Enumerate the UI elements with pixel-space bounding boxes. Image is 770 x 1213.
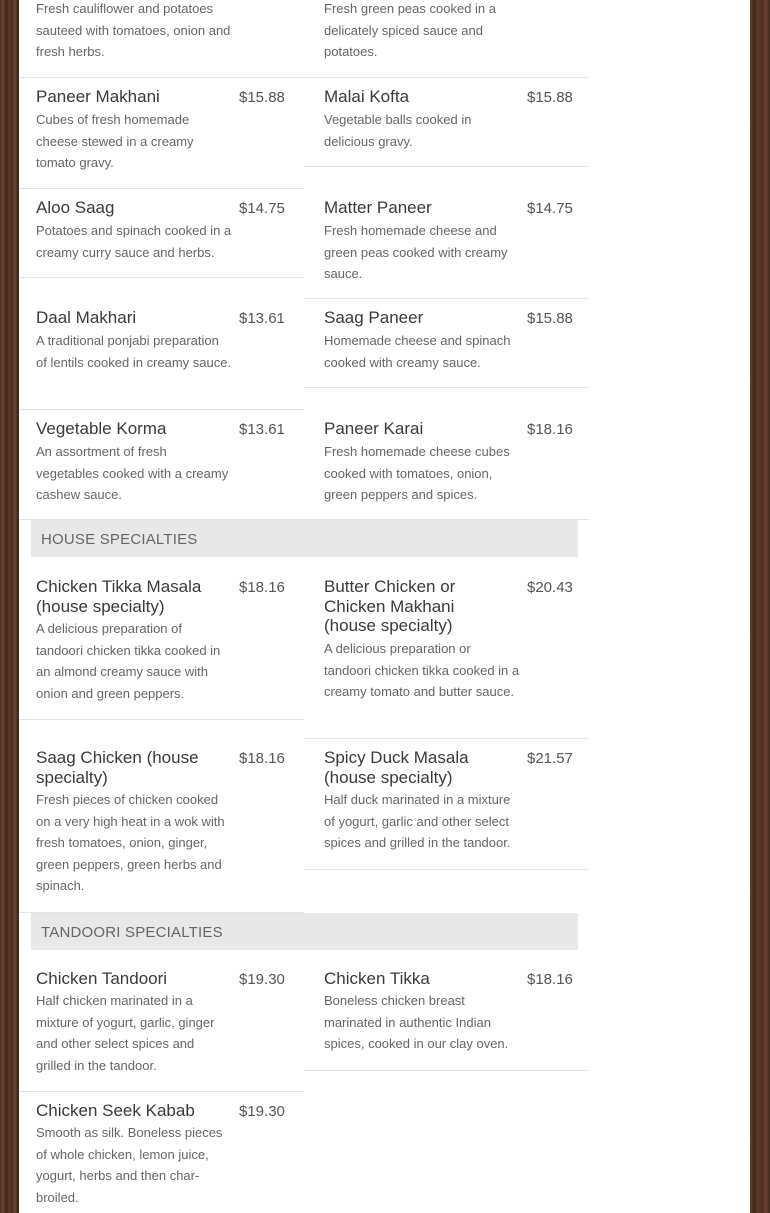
- item-name: Spicy Duck Masala (house specialty): [324, 748, 469, 787]
- item-price: $19.30: [239, 971, 285, 988]
- item-name: Daal Makhari: [36, 308, 137, 327]
- menu-item: [304, 78, 589, 167]
- item-description: Fresh pieces of chicken cooked on a very high heat in a wok with fresh tomatoes, onion, ginger, green peppers, green herbs and spinach.: [36, 792, 225, 893]
- item-description: Half chicken marinated in a mixture of yogurt, garlic, ginger and other select spices and grilled in the tandoor.: [36, 993, 215, 1073]
- item-name: Chicken Seek Kabab: [36, 1101, 195, 1120]
- menu-item: [19, 739, 304, 913]
- menu-item: [19, 0, 304, 78]
- item-description: Potatoes and spinach cooked in a creamy curry sauce and herbs.: [36, 223, 232, 260]
- item-price: $15.88: [239, 89, 285, 106]
- wood-frame-left: [0, 0, 19, 1213]
- section-title: HOUSE SPECIALTIES: [41, 531, 198, 548]
- item-name: Paneer Makhani: [36, 87, 160, 106]
- menu-item: [304, 299, 589, 388]
- item-description: A delicious preparation or tandoori chicken tikka cooked in a creamy tomato and butter sauce.: [324, 641, 520, 699]
- menu-item: [19, 299, 304, 410]
- item-price: $14.75: [527, 200, 573, 217]
- item-name: Chicken Tandoori: [36, 969, 168, 988]
- menu-item: [304, 189, 589, 299]
- item-description: Fresh cauliflower and potatoes sauteed with tomatoes, onion and fresh herbs.: [36, 1, 231, 59]
- item-description: A delicious preparation of tandoori chicken tikka cooked in an almond creamy sauce with onion and green peppers.: [36, 621, 221, 701]
- menu-item: [19, 960, 304, 1092]
- item-name: Aloo Saag: [36, 198, 115, 217]
- item-description: An assortment of fresh vegetables cooked with a creamy cashew sauce.: [36, 444, 229, 502]
- item-description: Boneless chicken breast marinated in authentic Indian spices, cooked in our clay oven.: [324, 993, 509, 1051]
- section-header-house-specialties: [31, 520, 578, 557]
- item-description: Homemade cheese and spinach cooked with creamy sauce.: [324, 333, 511, 370]
- item-description: Vegetable balls cooked in delicious gravy.: [324, 112, 472, 149]
- item-description: Cubes of fresh homemade cheese stewed in a creamy tomato gravy.: [36, 112, 194, 170]
- item-description: A traditional ponjabi preparation of lentils cooked in creamy sauce.: [36, 333, 232, 370]
- item-price: $15.88: [527, 310, 573, 327]
- item-name: Vegetable Korma: [36, 419, 167, 438]
- item-price: $19.30: [239, 1103, 285, 1120]
- menu-item: [304, 960, 589, 1071]
- item-name: Butter Chicken or Chicken Makhani (house specialty): [324, 577, 456, 635]
- menu-page: [19, 0, 750, 1213]
- item-description: Fresh homemade cheese and green peas cooked with creamy sauce.: [324, 223, 508, 281]
- menu-item: [19, 1092, 304, 1213]
- item-description: Fresh homemade cheese cubes cooked with tomatoes, onion, green peppers and spices.: [324, 444, 510, 502]
- menu-item: [304, 739, 589, 870]
- item-name: Chicken Tikka: [324, 969, 430, 988]
- item-price: $18.16: [527, 971, 573, 988]
- item-name: Saag Chicken (house specialty): [36, 748, 199, 787]
- menu-item: [19, 189, 304, 278]
- item-price: $18.16: [239, 579, 285, 596]
- menu-item: [304, 410, 589, 520]
- item-price: $13.61: [239, 421, 285, 438]
- item-description: Half duck marinated in a mixture of yogurt, garlic and other select spices and grilled in the tandoor.: [324, 792, 511, 850]
- item-description: Smooth as silk. Boneless pieces of whole chicken, lemon juice, yogurt, herbs and then char-broiled.: [36, 1125, 223, 1205]
- item-price: $18.16: [239, 750, 285, 767]
- menu-item: [19, 78, 304, 189]
- item-price: $14.75: [239, 200, 285, 217]
- item-price: $18.16: [527, 421, 573, 438]
- wood-frame-right: [750, 0, 770, 1213]
- item-name: Matter Paneer: [324, 198, 432, 217]
- menu-item: [304, 568, 589, 739]
- item-price: $21.57: [527, 750, 573, 767]
- section-header-tandoori-specialties: [31, 913, 578, 950]
- menu-item: [304, 0, 589, 78]
- item-price: $15.88: [527, 89, 573, 106]
- item-name: Paneer Karai: [324, 419, 424, 438]
- item-price: $20.43: [527, 579, 573, 596]
- menu-item: [19, 568, 304, 720]
- item-name: Saag Paneer: [324, 308, 424, 327]
- item-name: Chicken Tikka Masala (house specialty): [36, 577, 202, 616]
- menu-item: [19, 410, 304, 520]
- item-price: $13.61: [239, 310, 285, 327]
- item-description: Fresh green peas cooked in a delicately spiced sauce and potatoes.: [324, 1, 496, 59]
- item-name: Malai Kofta: [324, 87, 410, 106]
- section-title: TANDOORI SPECIALTIES: [41, 924, 223, 941]
